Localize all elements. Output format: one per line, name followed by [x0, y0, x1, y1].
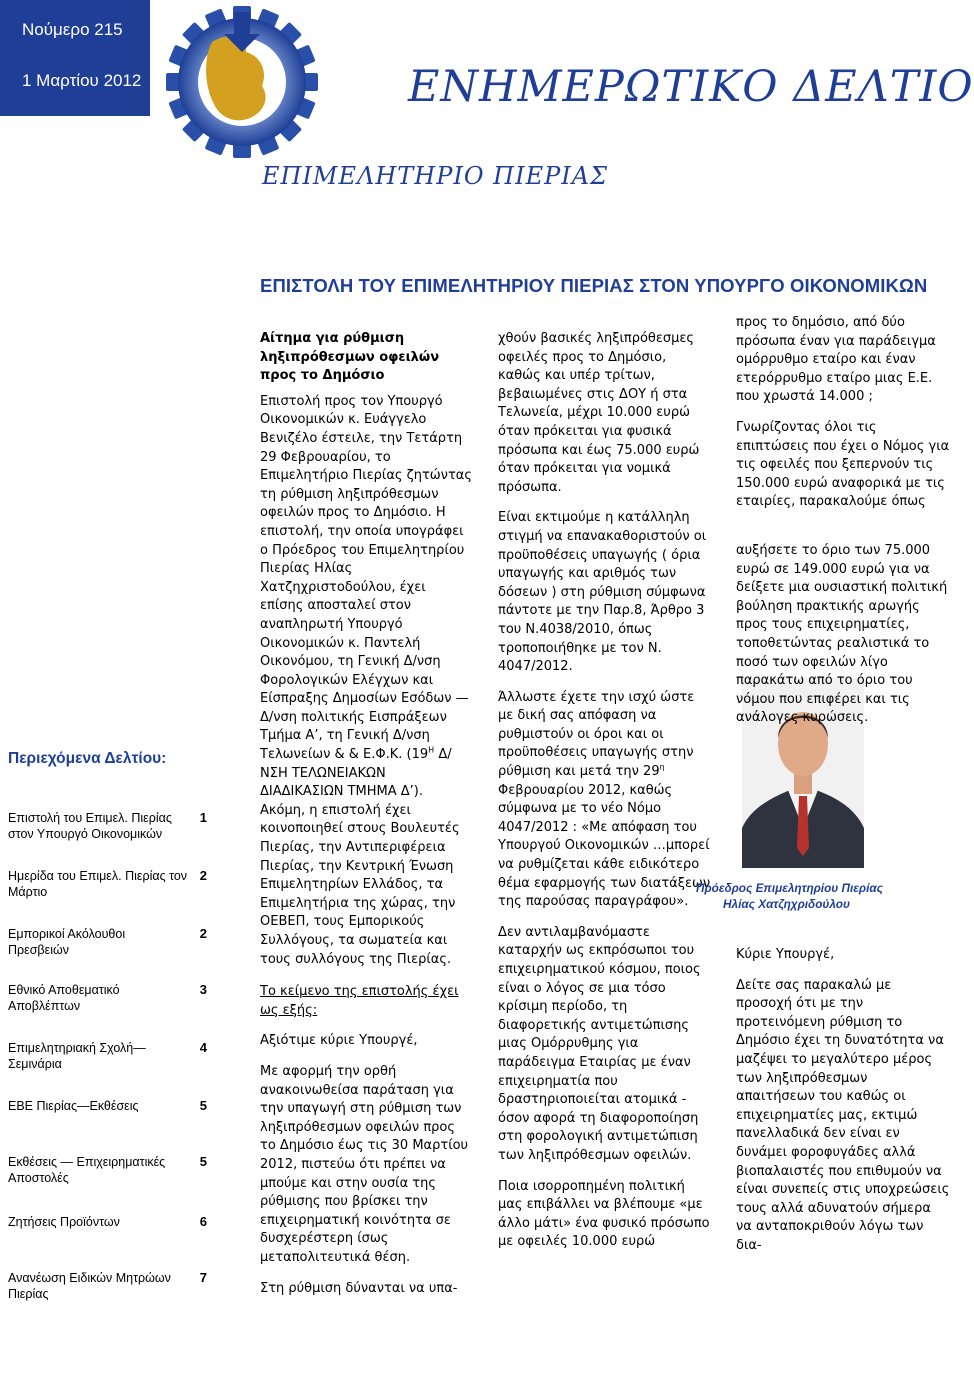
issue-date: 1 Μαρτίου 2012 [22, 71, 142, 90]
toc-item-label: Εμπορικοί Ακόλουθοι Πρεσβειών [8, 927, 126, 957]
toc-item-page: 2 [199, 926, 207, 941]
article-paragraph: Ποια ισορροπημένη πολιτική μας επιβάλλει να βλέπουμε «με άλλο μάτι» ένα φυσικό πρόσωπο με οφειλές 10.000 ευρώ [498, 1178, 710, 1250]
photo-caption-name: Ηλίας Χατζηχριδούλου [723, 897, 850, 911]
article-paragraph: Γνωρίζοντας όλοι τις επιπτώσεις που έχει ο Νόμος για τις οφειλές που ξεπερνούν τις 150.000 ευρώ αναφορικά με τις εταιρίες, παρακαλούμε όπως [736, 419, 950, 510]
photo-caption [696, 880, 886, 912]
toc-item-page: 5 [199, 1154, 207, 1169]
letter-salutation: Αξιότιμε κύριε Υπουργέ, [260, 1033, 418, 1049]
paragraph-text: Επιστολή προς τον Υπουργό Οικονομικών κ. Ευάγγελο Βενιζέλο έστειλε, την Τετάρτη 29 Φεβρουαρίου, το Επιμελητήριο Πιερίας ζητώντας τη ρύθμιση ληξιπρόθεσμων οφειλών προς το Δημόσιο. Η επιστολή, την οποία υπογράφει ο Πρόεδρος του Επιμελητηρίου Πιερίας Ηλίας Χατζηχριστοδούλου, έχει επίσης αποσταλεί στον αναπληρωτή Υπουργό Οικονομικών κ. Παντελή Οικονόμου, τη Γενική Δ/νση Φορολογικών Ελέγχων και Είσπραξης Δημοσίων Εσόδων — Δ/νση πολιτικής Εισπράξεων Τμήμα Α’, τη Γενική Δ/νση Τελωνείων & & Ε.Φ.Κ. (19 [260, 393, 472, 763]
masthead-title: ΕΝΗΜΕΡΩΤΙΚΟ ΔΕΛΤΙΟ [408, 62, 974, 112]
chamber-logo-icon [150, 0, 330, 160]
letter-heading: Το κείμενο της επιστολής έχει ως εξής: [260, 984, 459, 1018]
toc-item-page: 3 [199, 982, 207, 997]
article-paragraph: Με αφορμή την ορθή ανακοινωθείσα παράταση για την υπαγωγή στη ρύθμιση των ληξιπρόθεσμων οφειλών προς το Δημόσιο έως τις 30 Μαρτίου 2012, πιστεύω ότι πρέπει να μπούμε και στην ουσία της ρύθμισης που βρίσκει την επιχειρηματική κοινότητα σε δυσχερέστερη ίσως μεταπολιτευτικά θέση. [260, 1063, 469, 1265]
toc-item-label: Ημερίδα του Επιμελ. Πιερίας τον Μάρτιο [8, 869, 188, 899]
paragraph-text: Άλλωστε έχετε την ισχύ ώστε με δική σας απόφαση να ρυθμιστούν οι όροι και οι προϋποθέσεις υπαγωγής στην ρύθμιση και μετά την 29 [498, 689, 695, 780]
paragraph-text: Φεβρουαρίου 2012, καθώς σύμφωνα με το νέο Νόμο 4047/2012 : «Με απόφαση του Υπουργού Οικονομικών …μπορεί να ρυθμίζεται κάθε ειδικότερο θέμα εφαρμογής των διατάξεων της παρούσας παραγράφου». [498, 782, 711, 910]
article-headline: ΕΠΙΣΤΟΛΗ ΤΟΥ ΕΠΙΜΕΛΗΤΗΡΙΟΥ ΠΙΕΡΙΑΣ ΣΤΟΝ ΥΠΟΥΡΓΟ ΟΙΚΟΝΟΜΙΚΩΝ [260, 275, 928, 296]
article-paragraph [260, 393, 472, 969]
toc-item-page: 7 [199, 1270, 207, 1285]
article-column-3-mid [736, 542, 950, 726]
toc-item-label: Εκθέσεις — Επιχειρηματικές Αποστολές [8, 1155, 166, 1185]
article-column-3-bottom [736, 934, 950, 1256]
organization-name: ΕΠΙΜΕΛΗΤΗΡΙΟ ΠΙΕΡΙΑΣ [262, 162, 609, 190]
superscript: Η [428, 745, 435, 755]
toc-item[interactable] [8, 1214, 223, 1230]
toc-item[interactable] [8, 926, 223, 958]
toc-title: Περιεχόμενα Δελτίου: [8, 750, 167, 767]
article-paragraph: Είναι εκτιμούμε η κατάλληλη στιγμή να επανακαθοριστούν οι προϋποθέσεις υπαγωγής ( όρια υπαγωγής και αριθμός των δόσεων ) στη ρύθμιση σύμφωνα πάντοτε με την Παρ.8, Άρθρο 3 του Ν.4038/2010, όπως τροποποιήθηκε με τον Ν. 4047/2012. [498, 510, 707, 675]
paragraph-text: Δ/ ΝΣΗ ΤΕΛΩΝΕΙΑΚΩΝ ΔΙΑΔΙΚΑΣΙΩΝ ΤΜΗΜΑ Δ’). Ακόμη, η επιστολή έχει κοινοποιηθεί στους Βουλευτές Πιερίας, την Αντιπεριφέρεια Πιερίας, την Κεντρική Ένωση Επιμελητηρίων Ελλάδος, τα Επιμελητήρια της χώρας, την ΟΕΒΕΠ, τους Εμπορικούς Συλλόγους, τα σωματεία και τους συλλόγους της Πιερίας. [260, 747, 460, 967]
toc-item-label: Ζητήσεις Προϊόντων [8, 1215, 120, 1229]
toc-item-page: 4 [199, 1040, 207, 1055]
toc-item-page: 1 [199, 810, 207, 825]
toc-item-label: ΕΒΕ Πιερίας—Εκθέσεις [8, 1099, 139, 1113]
article-column-2 [498, 330, 713, 1252]
article-paragraph [498, 689, 713, 912]
toc-item[interactable] [8, 982, 223, 1014]
article-paragraph: χθούν βασικές ληξιπρόθεσμες οφειλές προς το Δημόσιο, καθώς και υπέρ τρίτων, βεβαιωμένες στις ΔΟΥ ή στα Τελωνεία, μέχρι 10.000 ευρώ όταν πρόκειται για φυσικά πρόσωπα και έως 75.000 ευρώ όταν πρόκειται για νομικά πρόσωπα. [498, 331, 700, 495]
article-paragraph: Δεν αντιλαμβανόμαστε καταρχήν ως εκπρόσωποι του επιχειρηματικού κόσμου, ποιος είναι ο λόγος σε μια τόσο κρίσιμη περίοδο, τη διαφορετικής αντιμετώπισης μιας Ομόρρυθμης για παράδειγμα Εταιρίας με έναν επιχειρηματία που δραστηριοποιείται ατομικά - όσον αφορά τη διαφοροποίηση στη φορολογική αντιμετώπιση των ληξιπρόθεσμων οφειλών. [498, 924, 701, 1163]
toc-item-label: Επιμελητηριακή Σχολή— Σεμινάρια [8, 1041, 146, 1071]
toc-item-label: Ανανέωση Ειδικών Μητρώων Πιερίας [8, 1271, 171, 1301]
table-of-contents [0, 740, 225, 1340]
article-column-3-top [736, 314, 950, 512]
toc-item[interactable] [8, 868, 223, 900]
toc-item[interactable] [8, 810, 223, 842]
toc-item[interactable] [8, 1270, 223, 1302]
toc-item[interactable] [8, 1040, 223, 1072]
superscript: η [659, 762, 665, 772]
photo-caption-title: Πρόεδρος Επιμελητηρίου Πιερίας [696, 881, 883, 895]
issue-number: Νούμερο 215 [22, 20, 123, 39]
article-subheading: Αίτημα για ρύθμιση ληξιπρόθεσμων οφειλών προς το Δημόσιο [260, 331, 440, 384]
article-paragraph: αυξήσετε το όριο των 75.000 ευρώ σε 149.000 ευρώ για να δείξετε μια ουσιαστική πολιτική βούληση πρακτικής αρωγής προς τους επιχειρηματίες, τοποθετώντας ρεαλιστικά το ποσό των οφειλών λίγο παρακάτω από το όριο του νόμου που επιφέρει και τις ανάλογες κυρώσεις. [736, 543, 948, 726]
toc-item-page: 2 [199, 868, 207, 883]
article-paragraph: προς το δημόσιο, από δύο πρόσωπα έναν για παράδειγμα ομόρρυθμο εταίρο και έναν ετερόρρυθμο εταίρο μιας Ε.Ε. που χρωστά 14.000 ; [736, 315, 936, 405]
toc-item-page: 5 [199, 1098, 207, 1113]
toc-item-label: Επιστολή του Επιμελ. Πιερίας στον Υπουργό Οικονομικών [8, 811, 172, 841]
article-paragraph: Στη ρύθμιση δύνανται να υπα- [260, 1280, 458, 1296]
article-column-1 [260, 330, 472, 1298]
toc-item-page: 6 [199, 1214, 207, 1229]
article-paragraph: Δείτε σας παρακαλώ με προσοχή ότι με την προτεινόμενη ρύθμιση το Δημόσιο έχει τη δυνατότητα να μαζέψει το μεγαλύτερο μέρος των ληξιπρόθεσμων απαιτήσεων του καθώς οι επιχειρηματίες μας, εκτιμώ πανελλαδικά δεν είναι εν δυνάμει φοροφυγάδες αλλά βιοπαλαιστές που επιθυμούν να είναι συνεπείς στις υποχρεώσεις τους αλλά αδυνατούν σήμερα να ανταποκριθούν λόγω των δια- [736, 977, 950, 1253]
toc-item-label: Εθνικό Αποθεματικό Αποβλέπτων [8, 983, 120, 1013]
toc-item[interactable] [8, 1154, 223, 1186]
issue-banner [0, 0, 150, 116]
letter-salutation: Κύριε Υπουργέ, [736, 947, 835, 962]
toc-item[interactable] [8, 1098, 223, 1114]
